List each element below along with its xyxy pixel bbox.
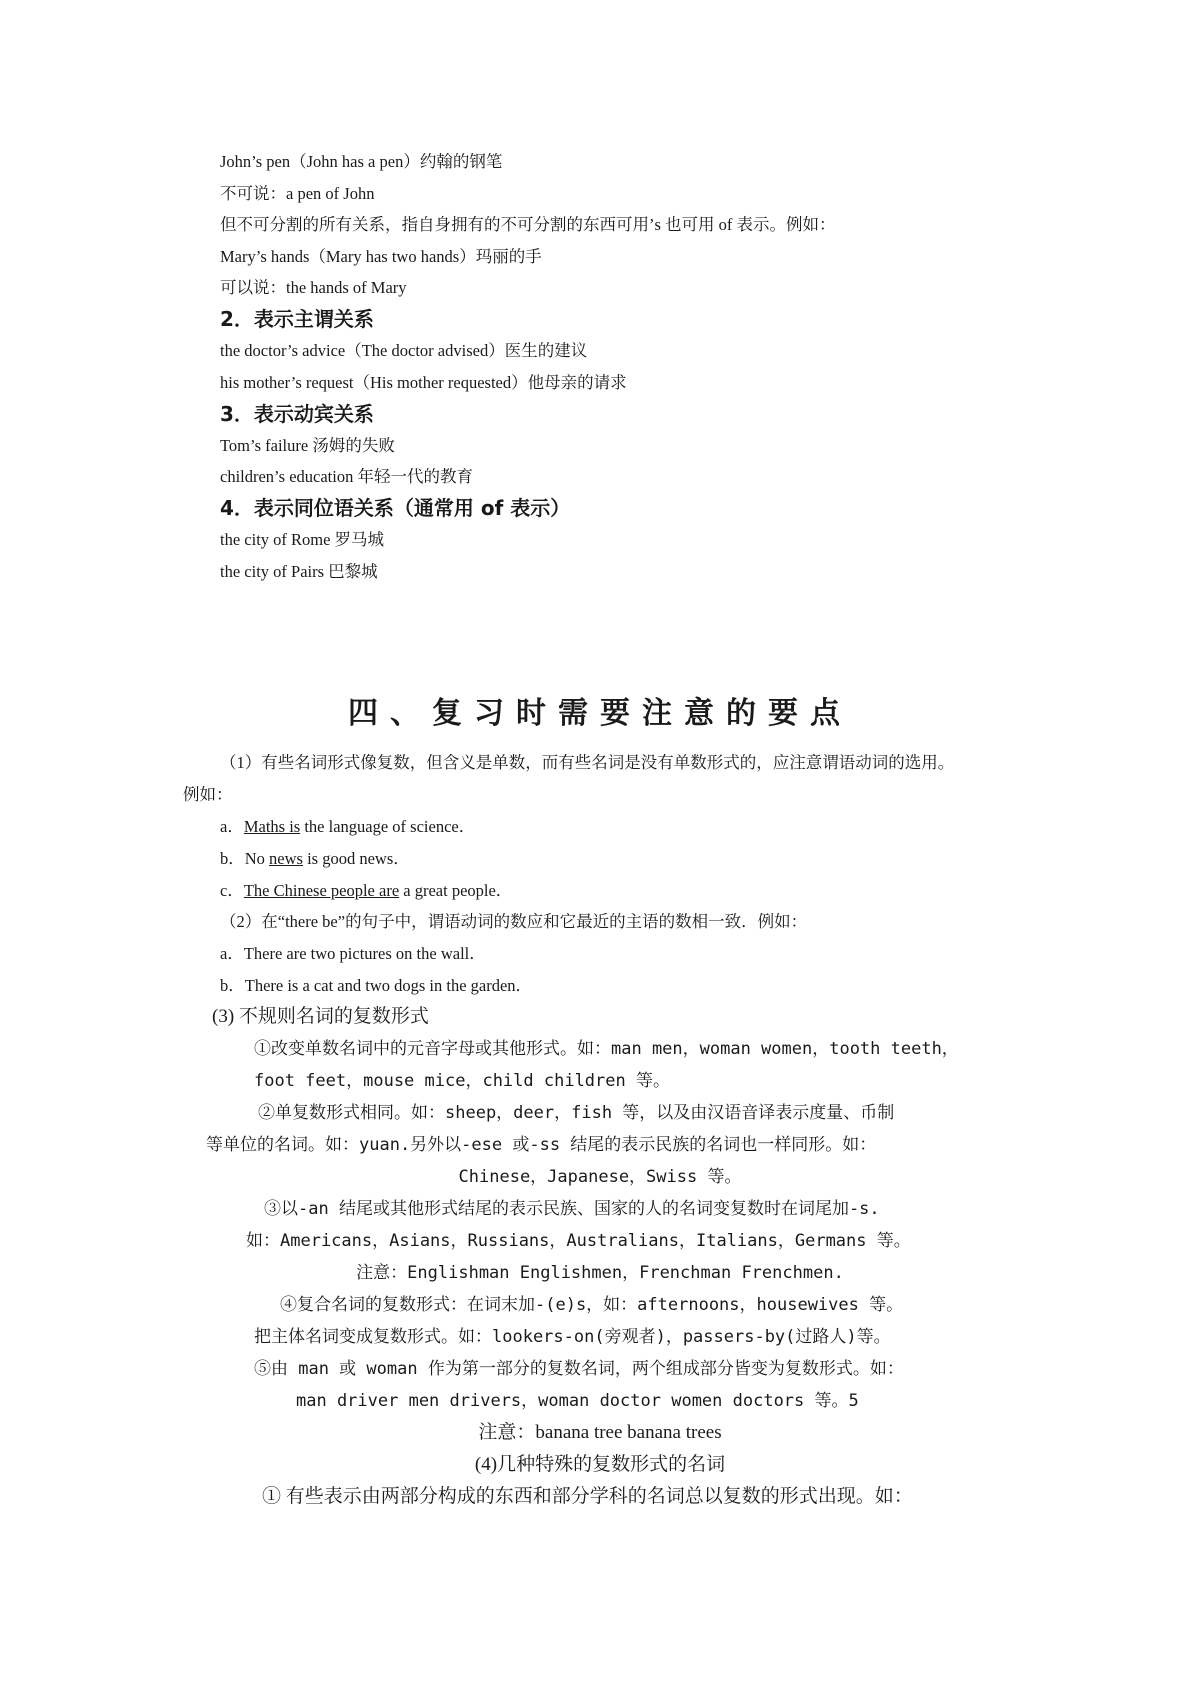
p3-row8: 注意：Englishman Englishmen，Frenchman Frenchmen.: [356, 1263, 844, 1283]
p4-row1: ① 有些表示由两部分构成的东西和部分学科的名词总以复数的形式出现。如：: [262, 1486, 913, 1507]
line-johns-pen: John’s pen（John has a pen）约翰的钢笔: [220, 152, 503, 171]
p3-row7: 如：Americans，Asians，Russians，Australians，Italians，Germans 等。: [246, 1231, 911, 1251]
underline-chinese-people-are: The Chinese people are: [243, 881, 400, 900]
line-can-say: 可以说：the hands of Mary: [220, 278, 407, 297]
line-marys-hands: Mary’s hands（Mary has two hands）玛丽的手: [220, 247, 542, 266]
p3-row4: 等单位的名词。如：yuan.另外以-ese 或-ss 结尾的表示民族的名词也一样同形。如：: [206, 1135, 877, 1155]
line-cannot-say: 不可说：a pen of John: [220, 184, 375, 203]
heading-subject-predicate: 2．表示主谓关系: [220, 307, 374, 331]
p1-line1: （1）有些名词形式像复数，但含义是单数，而有些名词是没有单数形式的，应注意谓语动词的选用。: [220, 753, 955, 772]
heading-verb-object: 3．表示动宾关系: [220, 402, 374, 426]
p3-row5: Chinese，Japanese，Swiss 等。: [458, 1167, 742, 1187]
p1-example-b: b．No news is good news．: [220, 849, 410, 868]
line-doctors-advice: the doctor’s advice（The doctor advised）医生的建议: [220, 341, 588, 360]
p3-title: (3) 不规则名词的复数形式: [212, 1006, 429, 1027]
line-childrens-education: children’s education 年轻一代的教育: [220, 467, 473, 486]
p3-row13: 注意：banana tree banana trees: [478, 1422, 722, 1443]
p3-row3: ②单复数形式相同。如：sheep，deer，fish 等，以及由汉语音译表示度量、币制: [258, 1103, 895, 1123]
p3-row11: ⑤由 man 或 woman 作为第一部分的复数名词，两个组成部分皆变为复数形式。如：: [254, 1359, 904, 1379]
p1-example-c: c．The Chinese people are a great people．: [220, 881, 513, 900]
underline-maths-is: Maths is: [243, 817, 301, 836]
p2-example-b: b．There is a cat and two dogs in the garden．: [220, 976, 533, 995]
line-mothers-request: his mother’s request（His mother requested）他母亲的请求: [220, 373, 627, 392]
line-inseparable: 但不可分割的所有关系，指自身拥有的不可分割的东西可用’s 也可用 of 表示。例如：: [220, 215, 836, 234]
p3-row12: man driver men drivers，woman doctor women doctors 等。5: [296, 1391, 859, 1411]
p3-row2: foot feet，mouse mice，child children 等。: [254, 1071, 670, 1091]
p3-row10: 把主体名词变成复数形式。如：lookers-on(旁观者)，passers-by(过路人)等。: [254, 1327, 891, 1347]
heading-appositive: 4．表示同位语关系（通常用 of 表示）: [220, 496, 571, 520]
section-title: 四、复习时需要注意的要点: [348, 696, 852, 731]
underline-news: news: [269, 849, 303, 868]
p4-title: (4)几种特殊的复数形式的名词: [474, 1454, 726, 1475]
p2-line1: （2）在“there be”的句子中，谓语动词的数应和它最近的主语的数相一致．例如：: [220, 912, 808, 931]
line-city-rome: the city of Rome 罗马城: [220, 530, 385, 549]
p1-example-a: a．Maths is the language of science．: [220, 817, 476, 836]
p1-line2: 例如：: [183, 785, 233, 804]
p3-row1: ①改变单数名词中的元音字母或其他形式。如：man men，woman women，tooth teeth，: [254, 1039, 959, 1059]
p3-row6: ③以-an 结尾或其他形式结尾的表示民族、国家的人的名词变复数时在词尾加-s.: [264, 1199, 880, 1219]
line-city-pairs: the city of Pairs 巴黎城: [220, 562, 378, 581]
line-toms-failure: Tom’s failure 汤姆的失败: [220, 436, 395, 455]
p3-row9: ④复合名词的复数形式：在词末加-(e)s，如：afternoons，housewives 等。: [280, 1295, 904, 1315]
p2-example-a: a．There are two pictures on the wall．: [220, 944, 486, 963]
